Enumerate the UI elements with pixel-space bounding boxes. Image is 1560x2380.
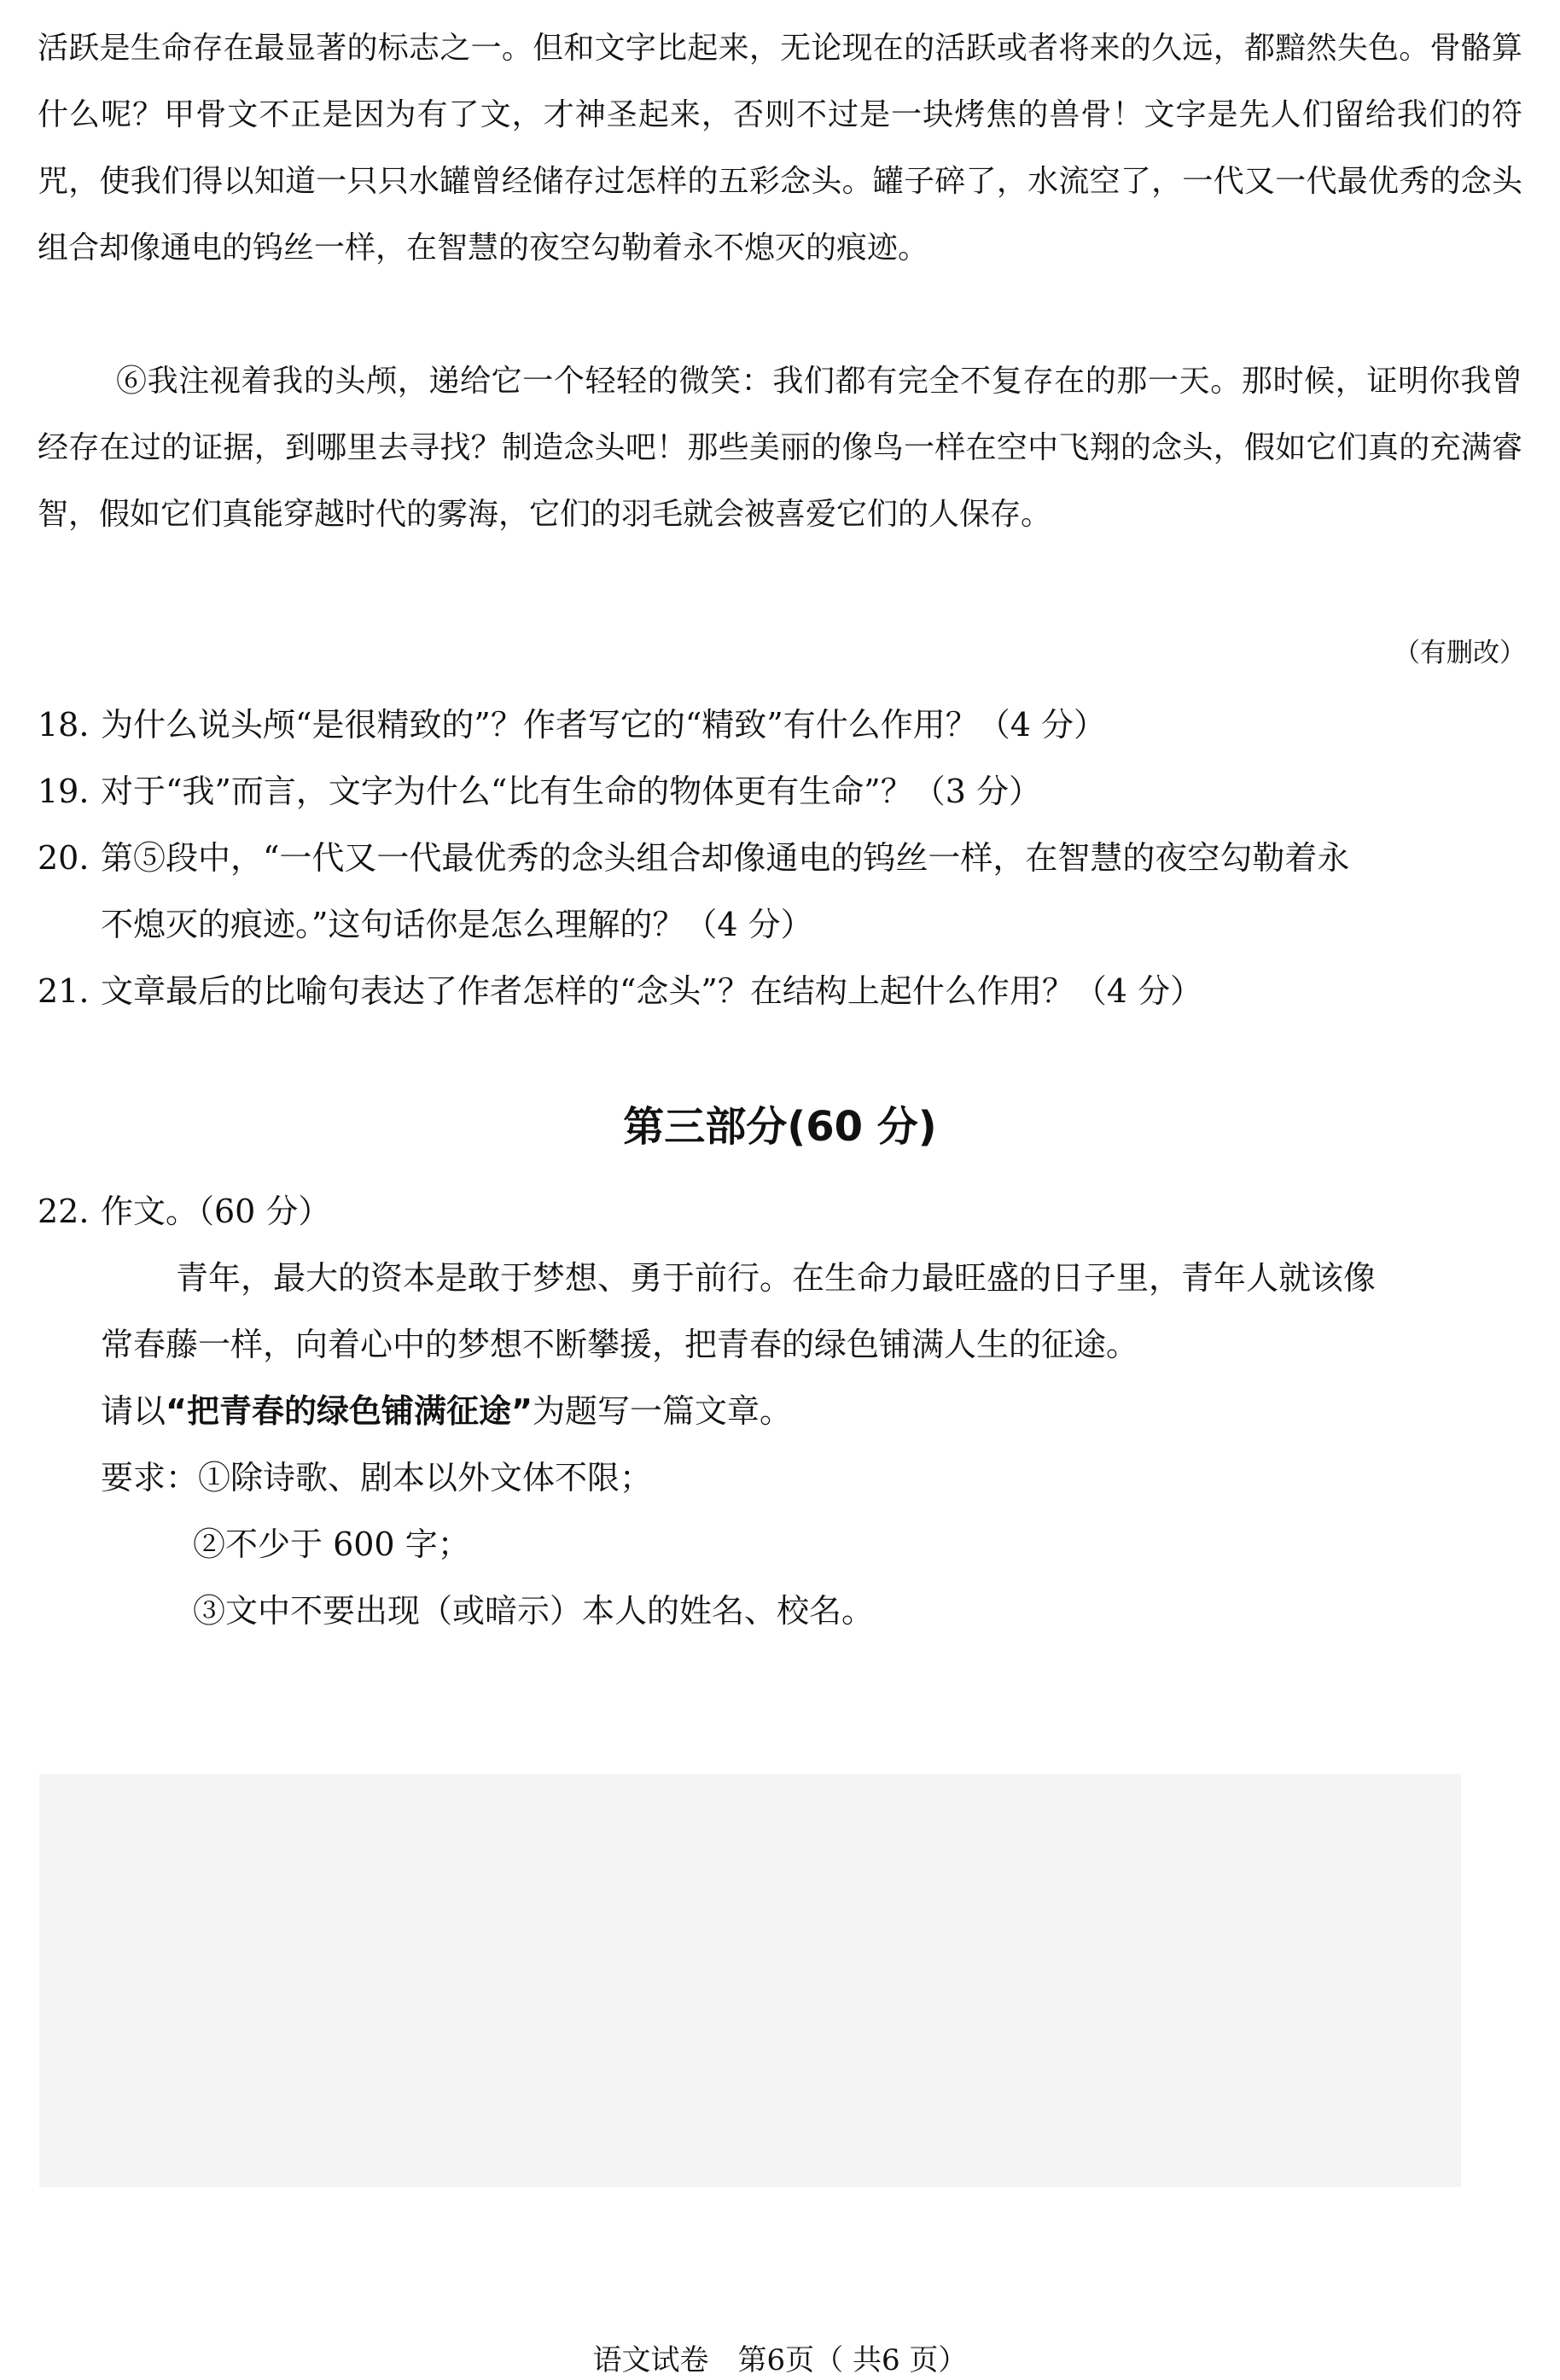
question-number: 19. — [38, 773, 90, 810]
question-20 — [38, 825, 1522, 958]
edit-note: （有删改） — [1394, 638, 1526, 668]
requirement-2: ②不少于 600 字； — [193, 1525, 470, 1563]
section-title: 第三部分(60 分) — [623, 1103, 937, 1151]
essay-topic-line — [101, 1378, 792, 1444]
question-number: 22. — [38, 1193, 90, 1230]
question-number: 18. — [38, 706, 90, 744]
question-19 — [38, 758, 1522, 825]
topic-suffix: 为题写一篇文章。 — [532, 1392, 792, 1430]
essay-topic-title: “把青春的绿色铺满征途” — [166, 1392, 533, 1430]
question-text: 为什么说头颅“是很精致的”？作者写它的“精致”有什么作用？（4 分） — [101, 706, 1106, 744]
question-text: 对于“我”而言，文字为什么“比有生命的物体更有生命”？（3 分） — [101, 773, 1041, 810]
question-number: 21. — [38, 972, 90, 1010]
question-22 — [38, 1178, 1522, 1245]
blank-image-area — [39, 1774, 1461, 2187]
passage-paragraph-5-continued: 活跃是生命存在最显著的标志之一。但和文字比起来，无论现在的活跃或者将来的久远，都黯然失色。骨骼算什么呢？甲骨文不正是因为有了文，才神圣起来，否则不过是一块烤焦的兽骨！文字是先人们留给我们的符咒，使我们得以知道一只只水罐曾经储存过怎样的五彩念头。罐子碎了，水流空了，一代又一代最优秀的念头组合却像通电的钨丝一样，在智慧的夜空勾勒着永不熄灭的痕迹。 — [38, 31, 1522, 265]
passage-paragraph-6: ⑥我注视着我的头颅，递给它一个轻轻的微笑：我们都有完全不复存在的那一天。那时候，证明你我曾经存在过的证据，到哪里去寻找？制造念头吧！那些美丽的像鸟一样在空中飞翔的念头，假如它们真的充满睿智，假如它们真能穿越时代的雾海，它们的羽毛就会被喜爱它们的人保存。 — [38, 364, 1522, 532]
question-21 — [38, 958, 1522, 1024]
question-text: 文章最后的比喻句表达了作者怎样的“念头”？在结构上起什么作用？（4 分） — [101, 972, 1203, 1010]
essay-prompt-line-2: 常春藤一样，向着心中的梦想不断攀援，把青春的绿色铺满人生的征途。 — [101, 1326, 1139, 1363]
page-footer: 语文试卷 第6页（ 共6 页） — [592, 2343, 968, 2377]
question-text: 第⑤段中，“一代又一代最优秀的念头组合却像通电的钨丝一样，在智慧的夜空勾勒着永 — [101, 839, 1350, 877]
question-text: 作文。（60 分） — [101, 1193, 331, 1230]
essay-prompt-line-1: 青年，最大的资本是敢于梦想、勇于前行。在生命力最旺盛的日子里，青年人就该像 — [176, 1259, 1377, 1297]
requirement-3: ③文中不要出现（或暗示）本人的姓名、校名。 — [193, 1592, 875, 1630]
question-18 — [38, 691, 1522, 758]
topic-prefix: 请以 — [101, 1392, 166, 1430]
question-number: 20. — [38, 839, 90, 877]
question-text-continued: 不熄灭的痕迹。”这句话你是怎么理解的？（4 分） — [101, 906, 813, 943]
requirement-1: 要求：①除诗歌、剧本以外文体不限； — [101, 1459, 653, 1496]
